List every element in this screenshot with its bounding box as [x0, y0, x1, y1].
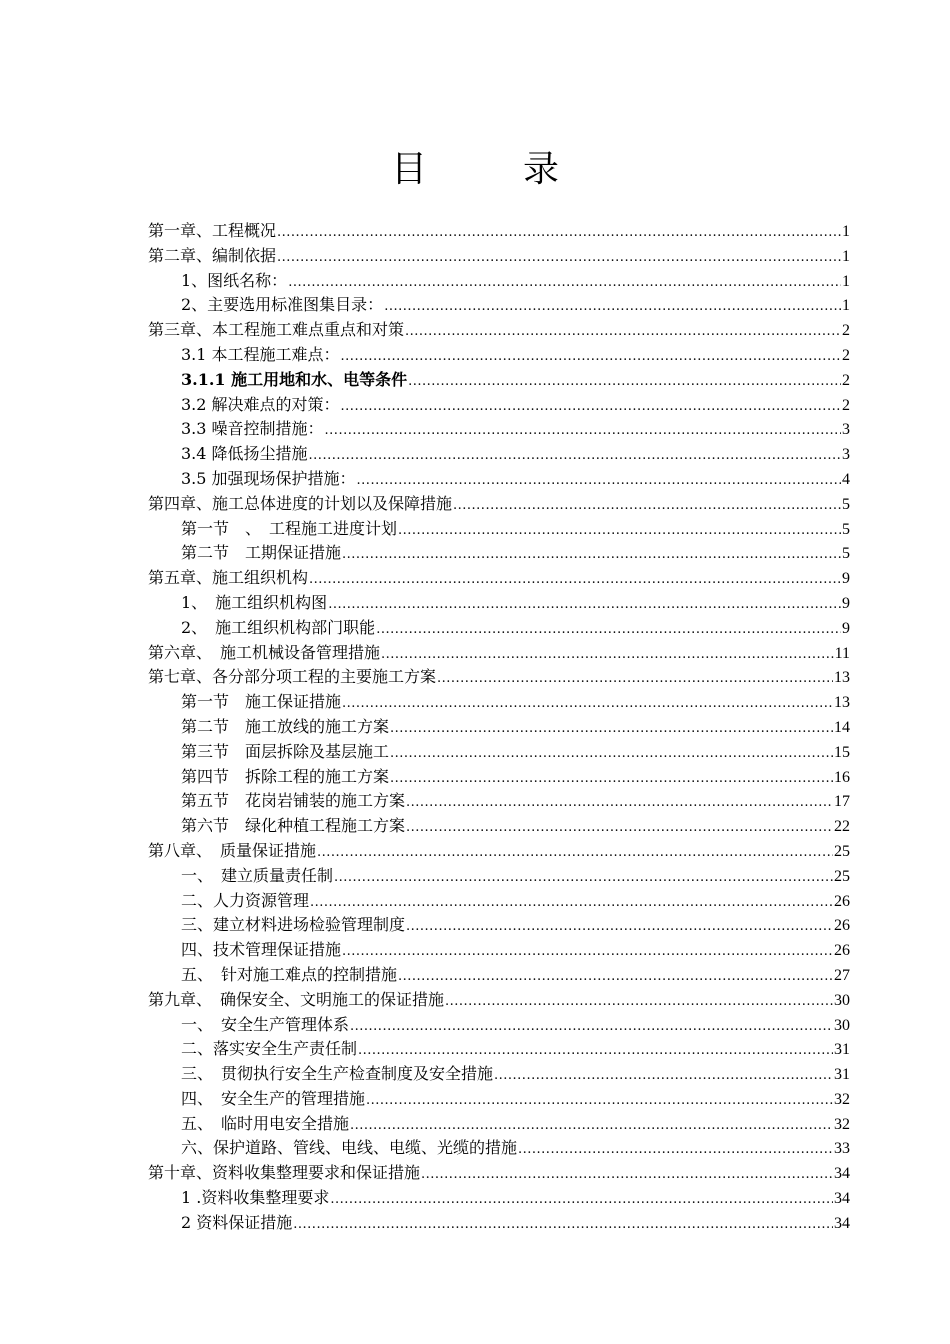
- toc-section-entry[interactable]: [148, 343, 850, 368]
- toc-entry-label: 第六节 绿化种植工程施工方案: [181, 816, 406, 836]
- toc-dot-leader: [309, 444, 841, 469]
- toc-chapter-entry[interactable]: [148, 566, 850, 591]
- toc-page-number: 32: [834, 1090, 850, 1108]
- toc-section-entry[interactable]: [148, 517, 850, 542]
- toc-page-number: 1: [842, 247, 850, 265]
- toc-page-number: 2: [842, 346, 850, 364]
- toc-section-entry[interactable]: [148, 293, 850, 318]
- toc-section-entry[interactable]: [148, 1087, 850, 1112]
- toc-entry-label: 1、图纸名称：: [181, 270, 288, 290]
- toc-entry-label: 二、落实安全生产责任制: [181, 1039, 358, 1059]
- toc-section-entry[interactable]: [148, 814, 850, 839]
- toc-entry-label: 三、 贯彻执行安全生产检查制度及安全措施: [181, 1064, 494, 1084]
- toc-dot-leader: [390, 767, 833, 792]
- toc-entry-label: 五、 针对施工难点的控制措施: [181, 964, 398, 984]
- toc-dot-leader: [350, 1015, 833, 1040]
- toc-section-entry[interactable]: [148, 467, 850, 492]
- toc-dot-leader: [381, 643, 834, 668]
- toc-section-entry[interactable]: [148, 1211, 850, 1236]
- toc-entry-label: 二、人力资源管理: [181, 890, 310, 910]
- toc-dot-leader: [310, 891, 833, 916]
- toc-entry-label: 第三节 面层拆除及基层施工: [181, 741, 390, 761]
- toc-entry-label: 2 资料保证措施: [181, 1212, 293, 1232]
- toc-chapter-entry[interactable]: [148, 839, 850, 864]
- toc-dot-leader: [358, 1039, 833, 1064]
- toc-entry-label: 3.1.1 施工用地和水、电等条件: [181, 369, 408, 389]
- toc-entry-label: 第九章、 确保安全、文明施工的保证措施: [148, 989, 445, 1009]
- toc-entry-label: 第四节 拆除工程的施工方案: [181, 766, 390, 786]
- toc-page-number: 30: [834, 991, 850, 1009]
- toc-section-entry[interactable]: [148, 1186, 850, 1211]
- toc-page-number: 4: [842, 470, 850, 488]
- toc-page-number: 5: [842, 495, 850, 513]
- toc-dot-leader: [277, 246, 841, 271]
- toc-entry-label: 第六章、 施工机械设备管理措施: [148, 642, 381, 662]
- toc-entry-label: 第十章、资料收集整理要求和保证措施: [148, 1163, 421, 1183]
- toc-section-entry[interactable]: [148, 889, 850, 914]
- toc-entry-label: 一、 建立质量责任制: [181, 865, 334, 885]
- toc-dot-leader: [293, 1213, 833, 1238]
- toc-dot-leader: [341, 345, 841, 370]
- toc-page-number: 3: [842, 421, 850, 439]
- toc-dot-leader: [328, 593, 841, 618]
- toc-entry-label: 第一节 、 工程施工进度计划: [181, 518, 398, 538]
- toc-entry-label: 第三章、本工程施工难点重点和对策: [148, 320, 405, 340]
- toc-dot-leader: [350, 1114, 833, 1139]
- toc-entry-label: 第二节 工期保证措施: [181, 543, 342, 563]
- toc-page-number: 2: [842, 396, 850, 414]
- toc-entry-label: 第二章、编制依据: [148, 245, 277, 265]
- toc-entry-label: 第七章、各分部分项工程的主要施工方案: [148, 667, 437, 687]
- toc-entry-label: 3.3 噪音控制措施：: [181, 419, 324, 439]
- toc-page-number: 31: [834, 1066, 850, 1084]
- toc-entry-label: 1、 施工组织机构图: [181, 592, 328, 612]
- table-of-contents: [148, 219, 850, 1236]
- toc-section-entry[interactable]: [148, 963, 850, 988]
- toc-section-entry[interactable]: [148, 591, 850, 616]
- toc-dot-leader: [405, 320, 841, 345]
- toc-entry-label: 第五章、施工组织机构: [148, 568, 309, 588]
- toc-dot-leader: [437, 667, 833, 692]
- toc-dot-leader: [406, 816, 833, 841]
- toc-page-number: 11: [834, 644, 850, 662]
- toc-dot-leader: [330, 1188, 833, 1213]
- toc-entry-label: 三、建立材料进场检验管理制度: [181, 915, 406, 935]
- toc-page-number: 1: [842, 223, 850, 240]
- toc-page-number: 5: [842, 520, 850, 538]
- toc-dot-leader: [408, 370, 841, 395]
- toc-dot-leader: [390, 717, 833, 742]
- toc-dot-leader: [390, 742, 833, 767]
- toc-section-entry[interactable]: [148, 442, 850, 467]
- toc-page-number: 1: [842, 272, 850, 290]
- toc-dot-leader: [342, 940, 833, 965]
- toc-chapter-entry[interactable]: [148, 665, 850, 690]
- toc-dot-leader: [288, 271, 841, 296]
- toc-entry-label: 2、 施工组织机构部门职能: [181, 617, 376, 637]
- toc-page-number: 32: [834, 1115, 850, 1133]
- toc-page-number: 26: [834, 942, 850, 960]
- toc-page-number: 34: [834, 1165, 850, 1183]
- toc-dot-leader: [277, 221, 841, 246]
- toc-page-number: 25: [834, 842, 850, 860]
- toc-page-number: 25: [834, 867, 850, 885]
- toc-dot-leader: [357, 469, 841, 494]
- toc-page-number: 33: [834, 1140, 850, 1158]
- toc-section-entry[interactable]: [148, 269, 850, 294]
- toc-chapter-entry[interactable]: [148, 244, 850, 269]
- toc-dot-leader: [398, 965, 833, 990]
- toc-dot-leader: [384, 295, 841, 320]
- toc-dot-leader: [334, 866, 833, 891]
- toc-section-entry[interactable]: [148, 690, 850, 715]
- toc-entry-label: 四、 安全生产的管理措施: [181, 1088, 366, 1108]
- toc-section-entry[interactable]: [148, 417, 850, 442]
- toc-section-entry[interactable]: [148, 1037, 850, 1062]
- toc-dot-leader: [376, 618, 841, 643]
- toc-entry-label: 3.1 本工程施工难点：: [181, 344, 340, 364]
- toc-chapter-entry[interactable]: [148, 492, 850, 517]
- toc-page-number: 13: [834, 669, 850, 687]
- toc-dot-leader: [317, 841, 833, 866]
- toc-dot-leader: [342, 543, 841, 568]
- toc-page-number: 14: [834, 718, 850, 736]
- toc-entry-label: 六、保护道路、管线、电线、电缆、光缆的措施: [181, 1138, 518, 1158]
- toc-entry-label: 第八章、 质量保证措施: [148, 840, 317, 860]
- toc-section-entry[interactable]: [148, 616, 850, 641]
- toc-page-number: 27: [834, 966, 850, 984]
- toc-section-entry[interactable]: [148, 1062, 850, 1087]
- toc-section-entry[interactable]: [148, 789, 850, 814]
- toc-entry-label: 第五节 花岗岩铺装的施工方案: [181, 791, 406, 811]
- toc-page-number: 13: [834, 694, 850, 712]
- toc-page-number: 34: [834, 1190, 850, 1208]
- toc-dot-leader: [421, 1163, 833, 1188]
- toc-page-number: 17: [834, 793, 850, 811]
- toc-entry-label: 3.2 解决难点的对策：: [181, 394, 340, 414]
- toc-page-number: 2: [842, 322, 850, 340]
- toc-dot-leader: [366, 1089, 833, 1114]
- toc-dot-leader: [406, 915, 833, 940]
- toc-page-number: 5: [842, 545, 850, 563]
- toc-entry-label: 第四章、施工总体进度的计划以及保障措施: [148, 493, 453, 513]
- toc-section-entry[interactable]: [148, 1013, 850, 1038]
- toc-entry-label: 2、主要选用标准图集目录：: [181, 295, 384, 315]
- toc-page-number: 16: [834, 768, 850, 786]
- toc-section-entry[interactable]: [148, 393, 850, 418]
- toc-entry-label: 3.4 降低扬尘措施: [181, 444, 308, 464]
- toc-entry-label: 五、 临时用电安全措施: [181, 1113, 350, 1133]
- page-title: 目 录: [390, 149, 589, 191]
- toc-dot-leader: [341, 395, 841, 420]
- toc-page-number: 3: [842, 446, 850, 464]
- toc-page-number: 26: [834, 892, 850, 910]
- toc-section-entry[interactable]: [148, 541, 850, 566]
- toc-chapter-entry[interactable]: [148, 318, 850, 343]
- toc-page-number: 30: [834, 1016, 850, 1034]
- toc-dot-leader: [518, 1138, 833, 1163]
- toc-page-number: 22: [834, 818, 850, 836]
- toc-dot-leader: [325, 419, 841, 444]
- toc-page-number: 2: [842, 371, 850, 389]
- toc-dot-leader: [453, 494, 841, 519]
- toc-page-number: 31: [834, 1041, 850, 1059]
- toc-page-number: 9: [842, 570, 850, 588]
- toc-page-number: 15: [834, 743, 850, 761]
- toc-dot-leader: [494, 1064, 833, 1089]
- toc-entry-label: 一、 安全生产管理体系: [181, 1014, 350, 1034]
- toc-entry-label: 第二节 施工放线的施工方案: [181, 716, 390, 736]
- toc-entry-label: 3.5 加强现场保护措施：: [181, 468, 356, 488]
- toc-section-entry[interactable]: [148, 715, 850, 740]
- toc-page-number: 26: [834, 917, 850, 935]
- toc-chapter-entry[interactable]: [148, 1161, 850, 1186]
- toc-section-entry[interactable]: [148, 368, 850, 393]
- toc-entry-label: 第一章、工程概况: [148, 221, 277, 240]
- toc-page-number: 1: [842, 297, 850, 315]
- toc-dot-leader: [309, 568, 841, 593]
- toc-page-number: 34: [834, 1214, 850, 1232]
- toc-section-entry[interactable]: [148, 938, 850, 963]
- toc-section-entry[interactable]: [148, 1136, 850, 1161]
- toc-dot-leader: [398, 519, 841, 544]
- toc-dot-leader: [445, 990, 833, 1015]
- toc-section-entry[interactable]: [148, 740, 850, 765]
- toc-section-entry[interactable]: [148, 913, 850, 938]
- toc-entry-label: 第一节 施工保证措施: [181, 692, 342, 712]
- toc-dot-leader: [342, 692, 833, 717]
- toc-section-entry[interactable]: [148, 864, 850, 889]
- toc-chapter-entry[interactable]: [148, 641, 850, 666]
- toc-section-entry[interactable]: [148, 765, 850, 790]
- toc-dot-leader: [406, 791, 833, 816]
- toc-page-number: 9: [842, 594, 850, 612]
- toc-entry-label: 1 .资料收集整理要求: [181, 1188, 330, 1208]
- toc-entry-label: 四、技术管理保证措施: [181, 940, 342, 960]
- toc-chapter-entry[interactable]: [148, 988, 850, 1013]
- toc-page-number: 9: [842, 619, 850, 637]
- toc-chapter-entry[interactable]: [148, 219, 850, 244]
- toc-section-entry[interactable]: [148, 1112, 850, 1137]
